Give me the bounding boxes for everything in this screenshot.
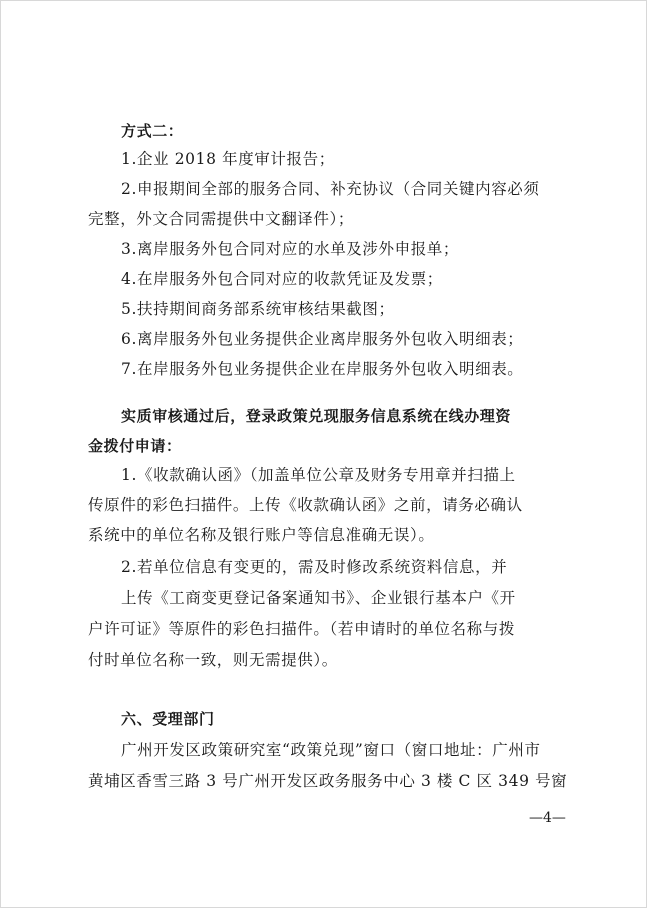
list-item: 4.在岸服务外包合同对应的收款凭证及发票； [121, 270, 443, 288]
paragraph-line: 户许可证》等原件的彩色扫描件。（若申请时的单位名称与拨 [88, 620, 515, 638]
list-item: 3.离岸服务外包合同对应的水单及涉外申报单； [121, 240, 459, 258]
list-item: 1.企业 2018 年度审计报告； [121, 150, 335, 168]
bold-paragraph-line: 实质审核通过后，登录政策兑现服务信息系统在线办理资 [121, 407, 512, 425]
paragraph-line: 传原件的彩色扫描件。上传《收款确认函》之前，请务必确认 [88, 496, 523, 514]
section-heading: 六、受理部门 [121, 710, 215, 728]
list-item: 6.离岸服务外包业务提供企业离岸服务外包收入明细表； [121, 330, 524, 348]
paragraph-line: 2.若单位信息有变更的，需及时修改系统资料信息，并 [121, 558, 508, 576]
list-item: 5.扶持期间商务部系统审核结果截图； [121, 300, 395, 318]
paragraph-line: 1.《收款确认函》（加盖单位公章及财务专用章并扫描上 [121, 466, 516, 484]
paragraph-line: 系统中的单位名称及银行账户等信息准确无误）。 [88, 526, 435, 544]
list-item-continuation: 完整，外文合同需提供中文翻译件）； [88, 210, 354, 228]
list-item: 2.申报期间全部的服务合同、补充协议（合同关键内容必须 [121, 180, 540, 198]
page-number: —4— [529, 810, 566, 826]
paragraph-line: 广州开发区政策研究室“政策兑现”窗口（窗口地址：广州市 [121, 741, 541, 759]
paragraph-line: 上传《工商变更登记备案通知书》、企业银行基本户《开 [121, 589, 516, 607]
paragraph-line: 黄埔区香雪三路 3 号广州开发区政务服务中心 3 楼 C 区 349 号窗 [88, 772, 568, 790]
paragraph-line: 付时单位名称一致，则无需提供）。 [88, 651, 338, 669]
method2-heading: 方式二： [121, 122, 184, 140]
bold-paragraph-line: 金拨付申请： [88, 437, 182, 455]
list-item: 7.在岸服务外包业务提供企业在岸服务外包收入明细表。 [121, 360, 524, 378]
